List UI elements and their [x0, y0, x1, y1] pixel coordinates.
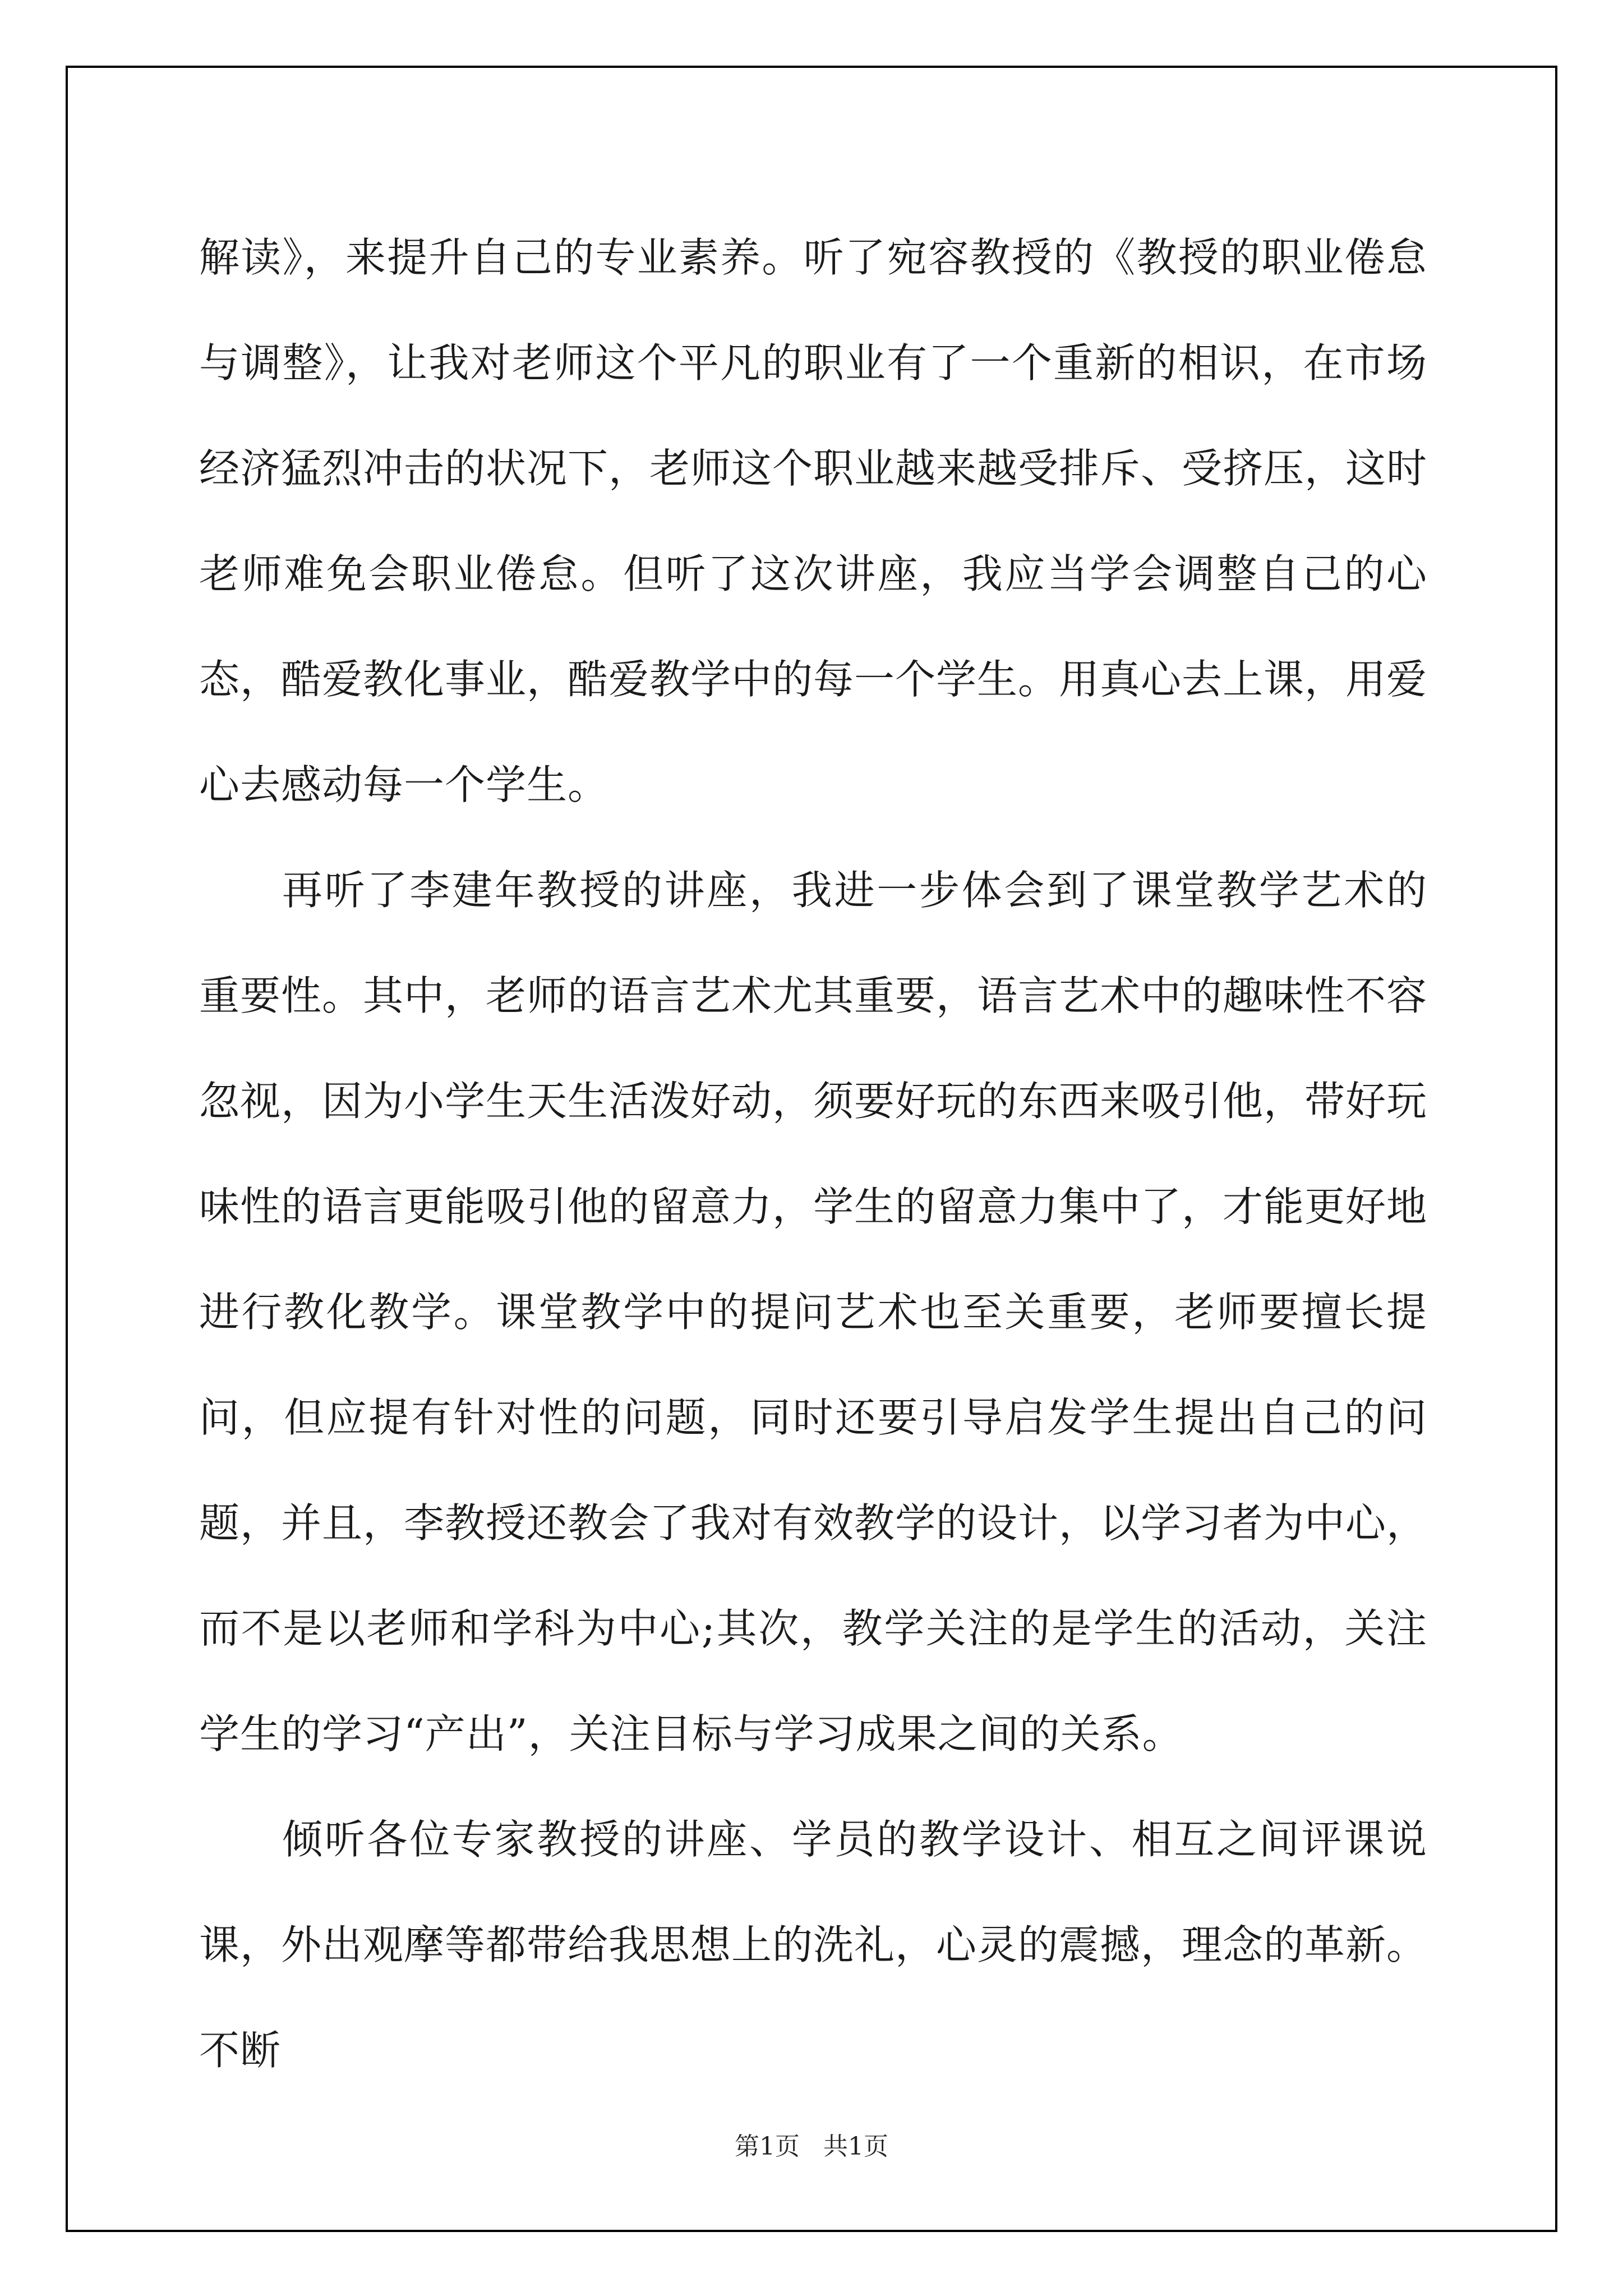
page-number-footer: 第1页 共1页 [735, 2132, 888, 2161]
paragraph-2: 再听了李建年教授的讲座，我进一步体会到了课堂教学艺术的重要性。其中，老师的语言艺术尤其重要，语言艺术中的趣味性不容忽视，因为小学生天生活泼好动，须要好玩的东西来吸引他，带好玩味性的语言更能吸引他的留意力，学生的留意力集中了，才能更好地进行教化教学。课堂教学中的提问艺术也至关重要，老师要擅长提问，但应提有针对性的问题，同时还要引导启发学生提出自己的问题，并且，李教授还教会了我对有效教学的设计，以学习者为中心，而不是以老师和学科为中心;其次，教学关注的是学生的活动，关注学生的学习“产出”，关注目标与学习成果之间的关系。 [199, 867, 1428, 1757]
document-body [199, 205, 1427, 2103]
paragraph-1: 解读》，来提升自己的专业素养。听了宛容教授的《教授的职业倦怠与调整》，让我对老师这个平凡的职业有了一个重新的相识，在市场经济猛烈冲击的状况下，老师这个职业越来越受排斥、受挤压，这时老师难免会职业倦怠。但听了这次讲座，我应当学会调整自己的心态，酷爱教化事业，酷爱教学中的每一个学生。用真心去上课，用爱心去感动每一个学生。 [199, 234, 1428, 808]
paragraph-3: 倾听各位专家教授的讲座、学员的教学设计、相互之间评课说课，外出观摩等都带给我思想上的洗礼，心灵的震撼，理念的革新。不断 [199, 1816, 1428, 2074]
